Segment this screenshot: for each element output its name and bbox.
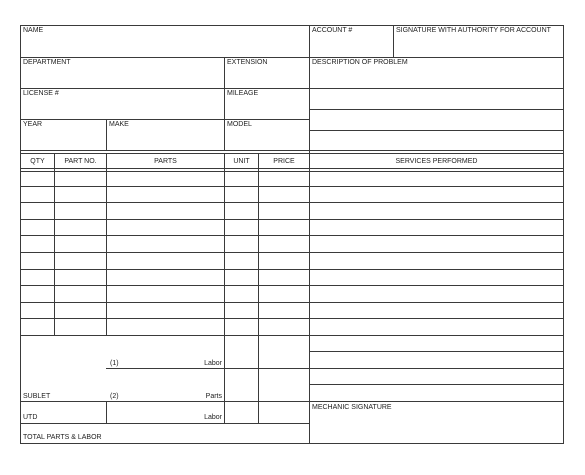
form-border-bottom [20,443,564,444]
form-border-top [20,25,564,26]
table-row-line [20,285,564,286]
description-of-problem-label: DESCRIPTION OF PROBLEM [312,59,408,66]
table-row-line [20,235,564,236]
divider-line [20,119,309,120]
total-parts-labor-label: TOTAL PARTS & LABOR [23,434,102,441]
column-line [54,153,55,336]
divider-line [20,57,564,58]
services-line [309,351,564,352]
table-row-line [20,318,564,319]
table-row-line [20,252,564,253]
table-row-line [20,219,564,220]
footer-line [20,423,309,424]
column-line [309,25,310,444]
column-line [106,401,107,424]
footer-line [20,401,564,402]
utd-label: UTD [23,414,38,421]
column-header-parts: PARTS [154,158,177,165]
line-1-labor-label: Labor [204,360,222,367]
name-label: NAME [23,27,44,34]
line-2-parts-label: Parts [205,393,222,400]
column-line [106,119,107,151]
table-row-line [20,186,564,187]
model-label: MODEL [227,121,252,128]
form-border-left [20,25,21,444]
table-row-line [20,302,564,303]
department-label: DEPARTMENT [23,59,71,66]
mechanic-signature-label: MECHANIC SIGNATURE [312,404,392,411]
table-header-bottom [20,171,564,172]
divider-line [20,150,564,151]
column-line [224,57,225,151]
account-label: ACCOUNT # [312,27,353,34]
line-1-number: (1) [110,360,119,367]
year-label: YEAR [23,121,43,128]
sublet-label: SUBLET [23,393,51,400]
make-label: MAKE [109,121,129,128]
line-3-labor-label: Labor [204,414,222,421]
footer-line [106,368,564,369]
line-2-number: (2) [110,393,119,400]
column-header-price: PRICE [273,158,295,165]
column-line [393,25,394,58]
column-header-qty: QTY [30,158,45,165]
signature-authority-label: SIGNATURE WITH AUTHORITY FOR ACCOUNT [396,27,551,34]
extension-label: EXTENSION [227,59,268,66]
form-border-right [563,25,564,444]
column-line [106,153,107,336]
divider-line [309,109,564,110]
column-line [258,153,259,424]
table-row-line [20,269,564,270]
table-row-line [20,335,564,336]
divider-line [20,153,564,154]
column-header-part-no: PART NO. [64,158,97,165]
column-header-unit: UNIT [233,158,250,165]
divider-line [309,130,564,131]
services-line [309,384,564,385]
license-label: LICENSE # [23,90,59,97]
mileage-label: MILEAGE [227,90,259,97]
table-header-bottom [20,168,564,169]
column-header-services-performed: SERVICES PERFORMED [395,158,478,165]
column-line [224,153,225,424]
table-row-line [20,202,564,203]
divider-line [20,88,564,89]
